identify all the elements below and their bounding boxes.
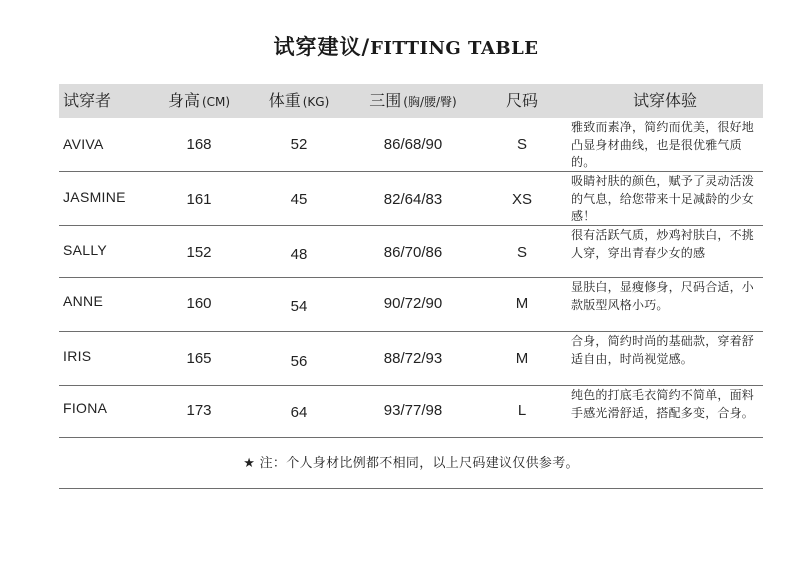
cell-name: SALLY xyxy=(63,242,108,258)
cell-weight: 56 xyxy=(290,353,308,370)
header-measurements-unit: (胸/腰/臀) xyxy=(403,95,457,109)
cell-weight: 64 xyxy=(290,404,308,421)
cell-size: XS xyxy=(511,191,532,208)
cell-height: 161 xyxy=(186,191,212,208)
header-weight-unit: (KG) xyxy=(302,95,330,109)
cell-weight: 48 xyxy=(290,246,308,263)
cell-weight: 54 xyxy=(290,298,308,315)
cell-size: S xyxy=(516,244,527,261)
cell-measurements: 88/72/93 xyxy=(383,350,443,367)
table-row xyxy=(59,118,763,172)
table-header-row xyxy=(59,84,763,118)
cell-height: 165 xyxy=(186,350,212,367)
cell-name: AVIVA xyxy=(63,136,104,152)
cell-measurements: 93/77/98 xyxy=(383,402,443,419)
table-row xyxy=(59,332,763,386)
cell-experience: 合身，简约时尚的基础款，穿着舒适自由，时尚视觉感。 xyxy=(571,334,755,366)
cell-measurements: 86/68/90 xyxy=(383,136,443,153)
cell-experience: 很有活跃气质，炒鸡衬肤白，不挑人穿，穿出青春少女的感 xyxy=(571,228,755,260)
cell-measurements: 82/64/83 xyxy=(383,191,443,208)
header-height-unit: (CM) xyxy=(201,95,231,109)
table-row xyxy=(59,386,763,438)
page-title-chinese: 试穿建议/ xyxy=(273,35,371,59)
cell-name: FIONA xyxy=(63,400,108,416)
fitting-table xyxy=(59,84,763,438)
table-row xyxy=(59,278,763,332)
cell-height: 168 xyxy=(186,136,212,153)
cell-name: ANNE xyxy=(63,293,104,309)
cell-measurements: 90/72/90 xyxy=(383,295,443,312)
header-height: 身高 (CM) xyxy=(167,91,231,110)
cell-weight: 52 xyxy=(290,136,308,153)
page-title-english: FITTING TABLE xyxy=(370,38,539,59)
header-name: 试穿者 xyxy=(63,91,112,110)
cell-size: M xyxy=(515,295,529,312)
cell-experience: 吸睛衬肤的颜色，赋予了灵动活泼的气息，给您带来十足减龄的少女感！ xyxy=(571,174,755,223)
cell-experience: 显肤白，显瘦修身，尺码合适，小款版型风格小巧。 xyxy=(571,280,755,312)
cell-experience: 纯色的打底毛衣简约不简单，面料手感光滑舒适，搭配多变，合身。 xyxy=(571,388,755,420)
cell-size: L xyxy=(517,402,527,419)
cell-height: 173 xyxy=(186,402,212,419)
cell-measurements: 86/70/86 xyxy=(383,244,443,261)
footnote: ★ 注：个人身材比例都不相同，以上尺码建议仅供参考。 xyxy=(243,456,579,471)
header-experience: 试穿体验 xyxy=(632,91,697,110)
cell-name: IRIS xyxy=(63,348,92,364)
table-row xyxy=(59,172,763,226)
page-title xyxy=(0,33,812,61)
bottom-divider xyxy=(59,488,763,489)
cell-size: S xyxy=(516,136,527,153)
cell-name: JASMINE xyxy=(63,189,126,205)
cell-experience: 雅致而素净，简约而优美，很好地凸显身材曲线，也是很优雅气质的。 xyxy=(571,120,755,169)
table-row xyxy=(59,226,763,278)
header-weight: 体重 (KG) xyxy=(268,91,330,110)
cell-height: 152 xyxy=(186,244,212,261)
cell-weight: 45 xyxy=(290,191,308,208)
cell-size: M xyxy=(515,350,529,367)
header-size: 尺码 xyxy=(505,91,538,110)
table-body xyxy=(59,118,763,438)
header-measurements: 三围 (胸/腰/臀) xyxy=(369,91,457,110)
cell-height: 160 xyxy=(186,295,212,312)
